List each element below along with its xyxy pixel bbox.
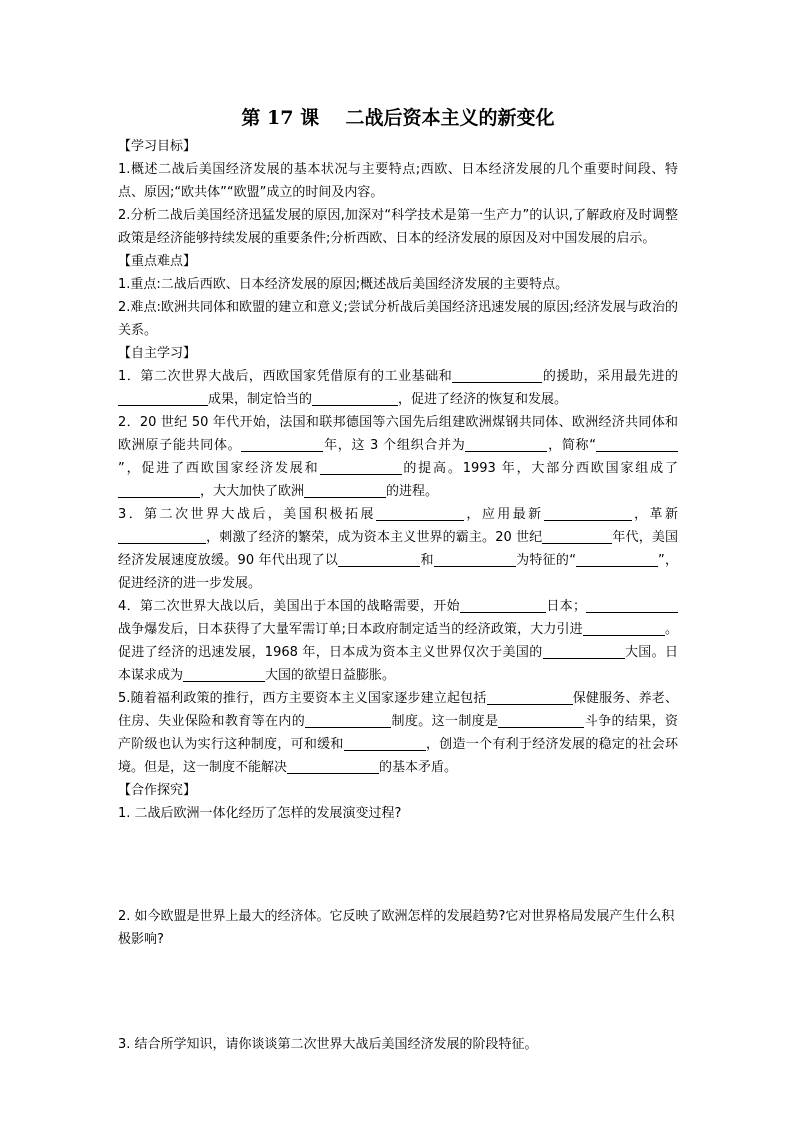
- answer-blank[interactable]: [320, 460, 402, 475]
- answer-blank[interactable]: [586, 598, 678, 613]
- key-point-1: 1.重点:二战后西欧、日本经济发展的原因;概述战后美国经济发展的主要特点。: [118, 277, 569, 292]
- text: ，刺激了经济的繁荣，成为资本主义世界的霸主。20 世纪: [206, 530, 543, 545]
- answer-blank[interactable]: [305, 713, 391, 728]
- text: 年代，美国经济发展速度放缓。90 年代出现了以: [118, 530, 678, 568]
- text: 年，这 3 个组织合并为: [323, 438, 466, 453]
- answer-space[interactable]: [118, 825, 678, 905]
- answer-blank[interactable]: [118, 483, 200, 498]
- answer-blank[interactable]: [583, 621, 665, 636]
- key-point-2: 2.难点:欧洲共同体和欧盟的建立和意义;尝试分析战后美国经济迅速发展的原因;经济发展与政治的关系。: [118, 300, 678, 338]
- answer-blank[interactable]: [498, 713, 584, 728]
- text: 为特征的“: [515, 553, 576, 568]
- text: 保健服务、养老、住房、失业保险和教育等在内的: [118, 691, 678, 729]
- answer-blank[interactable]: [118, 391, 208, 406]
- text: 。促进了经济的迅速发展，1968 年，日本成为资本主义世界仅次于美国的: [118, 622, 678, 660]
- self-question-3: [118, 503, 678, 595]
- section-goals-heading: 【学习目标】: [118, 139, 197, 154]
- answer-blank[interactable]: [338, 552, 420, 567]
- goal-2: 2.分析二战后美国经济迅猛发展的原因,加深对“科学技术是第一生产力”的认识,了解政府及时调整政策是经济能够持续发展的重要条件;分析西欧、日本的经济发展的原因及对中国发展的启示。: [118, 208, 678, 246]
- text: 大国。日本谋求成为: [118, 645, 678, 683]
- answer-blank[interactable]: [312, 391, 398, 406]
- text: 成果，制定恰当的: [208, 392, 313, 407]
- coop-question-2: 2. 如今欧盟是世界上最大的经济体。它反映了欧洲怎样的发展趋势?它对世界格局发展产生什么积极影响?: [118, 909, 675, 947]
- text: 5.随着福利政策的推行，西方主要资本主义国家逐步建立起包括: [118, 691, 487, 706]
- section-coop-heading: 【合作探究】: [118, 783, 197, 798]
- answer-blank[interactable]: [487, 690, 573, 705]
- text: 的进程。: [386, 484, 439, 499]
- answer-blank[interactable]: [118, 529, 206, 544]
- text: 2．20 世纪 50 年代开始，法国和联邦德国等六国先后组建欧洲煤钢共同体、欧洲经济共同体和欧洲原子能共同体。: [118, 415, 678, 453]
- answer-blank[interactable]: [304, 483, 386, 498]
- text: 的提高。1993 年，大部分西欧国家组成了: [401, 461, 678, 476]
- text: 的援助，采用最先进的: [542, 369, 678, 384]
- coop-question-3: 3. 结合所学知识，请你谈谈第二次世界大战后美国经济发展的阶段特征。: [118, 1037, 538, 1052]
- answer-blank[interactable]: [344, 736, 426, 751]
- self-question-5: [118, 687, 678, 779]
- text: 4．第二次世界大战以后，美国出于本国的战略需要，开始: [118, 599, 460, 614]
- text: ，大大加快了欧洲: [200, 484, 305, 499]
- text: ”，促进经济的进一步发展。: [118, 553, 678, 591]
- answer-blank[interactable]: [452, 368, 542, 383]
- answer-blank[interactable]: [576, 552, 658, 567]
- answer-blank[interactable]: [287, 759, 379, 774]
- goal-1: 1.概述二战后美国经济发展的基本状况与主要特点;西欧、日本经济发展的几个重要时间段、特点、原因;“欧共体”“欧盟”成立的时间及内容。: [118, 162, 678, 200]
- answer-blank[interactable]: [434, 552, 516, 567]
- text: 日本；: [545, 599, 586, 614]
- text: 的基本矛盾。: [379, 760, 458, 775]
- text: ，促进了经济的恢复和发展。: [398, 392, 568, 407]
- text: ，革新: [631, 507, 678, 522]
- answer-blank[interactable]: [465, 437, 547, 452]
- page-title: 第 17 课 二战后资本主义的新变化: [241, 107, 555, 129]
- answer-blank[interactable]: [544, 506, 632, 521]
- text: 大国的欲望日益膨胀。: [265, 668, 396, 683]
- text: 斗争的结果，资产阶级也认为实行这种制度，可和缓和: [118, 714, 678, 752]
- self-question-2: [118, 411, 678, 503]
- text: 战争爆发后，日本获得了大量军需订单;日本政府制定适当的经济政策，大力引进: [118, 622, 583, 637]
- answer-blank[interactable]: [542, 529, 612, 544]
- text: ，应用最新: [463, 507, 544, 522]
- worksheet: [118, 104, 678, 1056]
- section-key-heading: 【重点难点】: [118, 254, 197, 269]
- text: ，简称“: [547, 438, 596, 453]
- answer-blank[interactable]: [183, 667, 265, 682]
- answer-blank[interactable]: [596, 437, 678, 452]
- section-self-heading: 【自主学习】: [118, 346, 197, 361]
- text: 1．第二次世界大战后，西欧国家凭借原有的工业基础和: [118, 369, 453, 384]
- answer-blank[interactable]: [460, 598, 546, 613]
- text: 制度。这一制度是: [391, 714, 499, 729]
- coop-question-1: 1. 二战后欧洲一体化经历了怎样的发展演变过程?: [118, 806, 402, 821]
- answer-blank[interactable]: [241, 437, 323, 452]
- answer-blank[interactable]: [376, 506, 464, 521]
- answer-space[interactable]: [118, 951, 678, 1033]
- text: 3．第二次世界大战后，美国积极拓展: [118, 507, 376, 522]
- text: ，创造一个有利于经济发展的稳定的社会环境。但是，这一制度不能解决: [118, 737, 678, 775]
- self-question-1: [118, 365, 678, 411]
- answer-blank[interactable]: [543, 644, 625, 659]
- text: ”，促进了西欧国家经济发展和: [118, 461, 320, 476]
- text: 和: [420, 553, 434, 568]
- self-question-4: [118, 595, 678, 687]
